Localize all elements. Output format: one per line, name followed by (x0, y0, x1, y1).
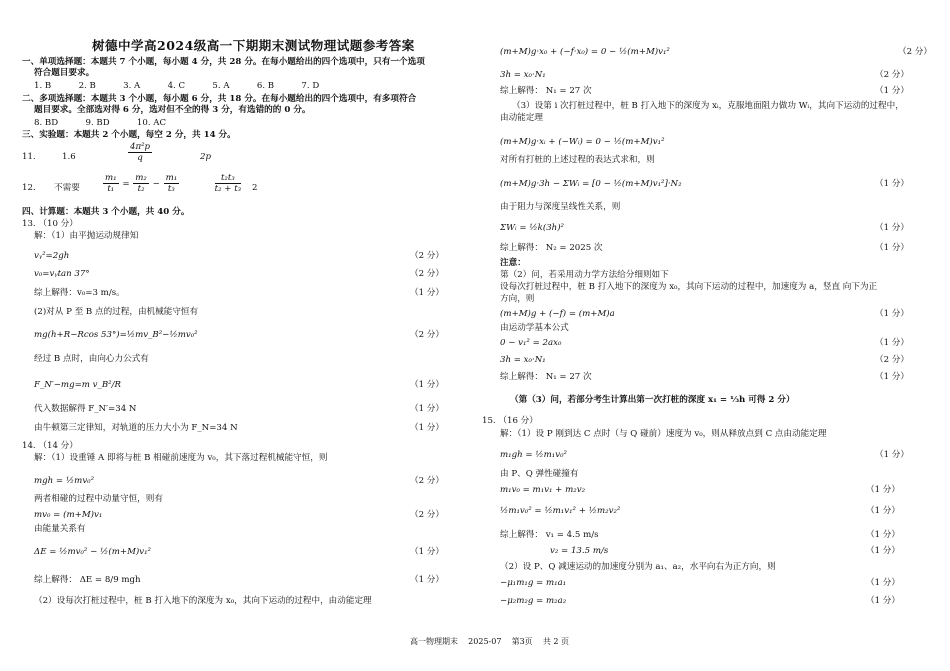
q15-eq6: −μ₁m₁g = m₁a₁ (500, 578, 567, 588)
section1-heading-cont: 符合题目要求。 (34, 68, 95, 78)
q15-eq4: 综上解得： v₁ = 4.5 m/s (500, 530, 599, 540)
q14-eq4-score: （1 分） (410, 575, 444, 585)
q15-eq4-score: （1 分） (866, 530, 900, 540)
q14-cont-eq3: 综上解得： N₁ = 27 次 (500, 86, 592, 96)
q15-eq2-score: （1 分） (866, 485, 900, 495)
q15-eq1: m₁gh = ½m₁v₀² (500, 450, 567, 460)
q12-answer-3: 2 (252, 183, 258, 193)
note-eq2: 0 − v₁² = 2ax₀ (500, 338, 562, 348)
q13-eq7: 由牛顿第三定律知，对轨道的压力大小为 F_N=34 N (34, 423, 238, 433)
q13-eq3-score: （1 分） (410, 288, 444, 298)
q13-step2: (2)对从 P 至 B 点的过程，由机械能守恒有 (34, 307, 199, 317)
section1-answers: 1. B 2. B 3. A 4. C 5. A 6. B 7. D (34, 81, 320, 91)
section4-heading: 四、计算题：本题共 3 个小题，共 40 分。 (22, 207, 190, 217)
page-footer: 高一物理期末 2025-07 第3页 共 2 页 (410, 637, 570, 646)
q13-eq2-score: （2 分） (410, 269, 444, 279)
q13-eq6-score: （1 分） (410, 404, 444, 414)
q14-cont-eq2: 3h = x₀·N₁ (500, 70, 546, 80)
q14-eq1-score: （2 分） (410, 476, 444, 486)
note-eq1-score: （1 分） (875, 309, 909, 319)
q14-part3-result-score: （1 分） (875, 243, 909, 253)
q14-step3: 由能量关系有 (34, 524, 86, 534)
q14-part3-intro: （3）设第 i 次打桩过程中，桩 B 打入地下的深度为 xᵢ，克服地面阻力做功 Wᵢ，其向下运动的过程中， (512, 101, 904, 111)
note-partial-credit: （第（3）问，若部分考生计算出第一次打桩的深度 x₁ = ⅓h 可得 2 分） (510, 395, 795, 405)
q12-number: 12. (22, 183, 36, 193)
q11-number: 11. (22, 152, 36, 162)
q15-eq2: m₁v₀ = m₁v₁ + m₂v₂ (500, 485, 586, 495)
note-line2-cont: 方向，则 (500, 294, 535, 304)
q13-eq5-score: （1 分） (410, 380, 444, 390)
q14-part3-eq3-score: （1 分） (875, 223, 909, 233)
q15-step2: 由 P、Q 弹性碰撞有 (500, 469, 579, 479)
q13-step3: 经过 B 点时，由向心力公式有 (34, 354, 149, 364)
q14-eq2-score: （2 分） (410, 510, 444, 520)
q15-step1: 解：（1）设 P 刚到达 C 点时（与 Q 碰前）速度为 v₀，则从释放点到 C 点由动能定理 (500, 429, 827, 439)
q14-part3-eq3: ΣWᵢ = ½k(3h)² (500, 223, 564, 233)
page-title: 树德中学高2024级高一下期期末测试物理试题参考答案 (92, 38, 415, 53)
section1-heading: 一、单项选择题：本题共 7 个小题，每小题 4 分，共 28 分。在每小题给出的四个选项中，只有一个选项 (22, 57, 425, 67)
section2-answers: 8. BD 9. BD 10. AC (34, 118, 167, 128)
note-kinematics: 由运动学基本公式 (500, 323, 569, 333)
note-heading: 注意： (500, 258, 526, 268)
section2-heading-cont: 题目要求。全部选对得 6 分，选对但不全的得 3 分，有选错的的 0 分。 (34, 105, 311, 115)
q13-eq4-score: （2 分） (410, 330, 444, 340)
q15-eq5-score: （1 分） (866, 546, 900, 556)
q14-cont-eq1: (m+M)g·x₀ + (−f·x₀) = 0 − ½(m+M)v₁² (500, 47, 670, 57)
q11-answer-1: 1.6 (62, 152, 76, 162)
q14-eq3: ΔE = ½mv₀² − ½(m+M)v₁² (34, 547, 151, 557)
q14-part3-linear: 由于阻力与深度呈线性关系，则 (500, 202, 621, 212)
q13-eq2: v₀=vᵧtan 37° (34, 269, 90, 279)
q13-eq4: mg(h+R−Rcos 53°)=½mv_B²−½mv₀² (34, 330, 198, 340)
q11-answer-3: 2p (200, 152, 211, 162)
q13-eq6: 代入数据解得 F_N′=34 N (34, 404, 137, 414)
q15-eq3-score: （1 分） (866, 506, 900, 516)
q14-part3-eq2-score: （1 分） (875, 179, 909, 189)
note-result: 综上解得： N₁ = 27 次 (500, 372, 592, 382)
q12-answer-1: 不需要 (54, 183, 80, 193)
section2-heading: 二、多项选择题：本题共 3 个小题，每小题 6 分，共 18 分。在每小题给出的四个选项中，有多项符合 (22, 94, 417, 104)
q14-step4: （2）设每次打桩过程中，桩 B 打入地下的深度为 x₀，其向下运动的过程中，由动能定理 (34, 596, 372, 606)
note-eq1: (m+M)g + (−f) = (m+M)a (500, 309, 615, 319)
q14-eq2: mv₀ = (m+M)v₁ (34, 510, 103, 520)
q14-eq4: 综上解得： ΔE = 8/9 mgh (34, 575, 141, 585)
q15-eq3: ½m₁v₀² = ½m₁v₁² + ½m₂v₂² (500, 506, 621, 516)
q14-part3-intro-cont: 由动能定理 (500, 113, 543, 123)
q14-step1: 解：（1）设重锤 A 即将与桩 B 相碰前速度为 v₀，其下落过程机械能守恒，则 (34, 453, 328, 463)
note-eq3-score: （2 分） (875, 355, 909, 365)
q15-step3: （2）设 P、Q 减速运动的加速度分别为 a₁、a₂，水平向右为正方向，则 (500, 562, 776, 572)
q13-eq5: F_N′−mg=m v_B²/R (34, 380, 121, 390)
q15-eq7-score: （1 分） (866, 596, 900, 606)
q14-cont-eq3-score: （1 分） (875, 86, 909, 96)
q15-eq6-score: （1 分） (866, 578, 900, 588)
q14-cont-eq1-score: （2 分） (898, 47, 932, 57)
q14-eq3-score: （1 分） (410, 547, 444, 557)
q14-step2: 两者相碰的过程中动量守恒，则有 (34, 494, 163, 504)
q13-eq1: vᵧ²=2gh (34, 251, 70, 261)
q14-eq1: mgh = ½mv₀² (34, 476, 95, 486)
note-line2: 设每次打桩过程中，桩 B 打入地下的深度为 x₀，其向下运动的过程中，加速度为 a，竖直 向下为正 (500, 282, 878, 292)
q13-step1: 解：（1）由平抛运动规律知 (34, 231, 139, 241)
note-result-score: （1 分） (875, 372, 909, 382)
section3-heading: 三、实验题：本题共 2 个小题，每空 2 分，共 14 分。 (22, 130, 236, 140)
note-line1: 第（2）问，若采用动力学方法给分细则如下 (500, 270, 669, 280)
note-eq3: 3h = x₀·N₁ (500, 355, 546, 365)
q13-eq1-score: （2 分） (410, 251, 444, 261)
q13-eq7-score: （1 分） (410, 423, 444, 433)
q14-part3-eq1: (m+M)g·xᵢ + (−Wᵢ) = 0 − ½(m+M)v₁² (500, 137, 665, 147)
q12-answer-2: $\frac{\text{m₁}}{\text{t₁}}$ = $\frac{\text{m₂}}{\text{t₂}}$ − $\frac{\text{m₁}}{\text{t₃}}$ $\frac{\text{t₂t₃}}{\text{t₂ + t₃}}$ (105, 173, 242, 194)
q13-number: 13. （10 分） (22, 219, 78, 229)
q15-eq5: v₂ = 13.5 m/s (550, 546, 609, 556)
q15-eq1-score: （1 分） (875, 450, 909, 460)
q14-cont-eq2-score: （2 分） (875, 70, 909, 80)
q14-number: 14. （14 分） (22, 441, 78, 451)
q15-eq7: −μ₂m₂g = m₂a₂ (500, 596, 567, 606)
q14-part3-sum-intro: 对所有打桩的上述过程的表达式求和，则 (500, 155, 655, 165)
q14-part3-result: 综上解得： N₂ = 2025 次 (500, 243, 603, 253)
note-eq2-score: （1 分） (875, 338, 909, 348)
q11-answer-2: $\frac{\text{4π²p}}{q}$ (130, 142, 151, 163)
q15-number: 15. （16 分） (482, 416, 538, 426)
q13-eq3: 综上解得：v₀=3 m/s。 (34, 288, 125, 298)
q14-part3-eq2: (m+M)g·3h − ΣWᵢ = [0 − ½(m+M)v₁²]·N₂ (500, 179, 682, 189)
